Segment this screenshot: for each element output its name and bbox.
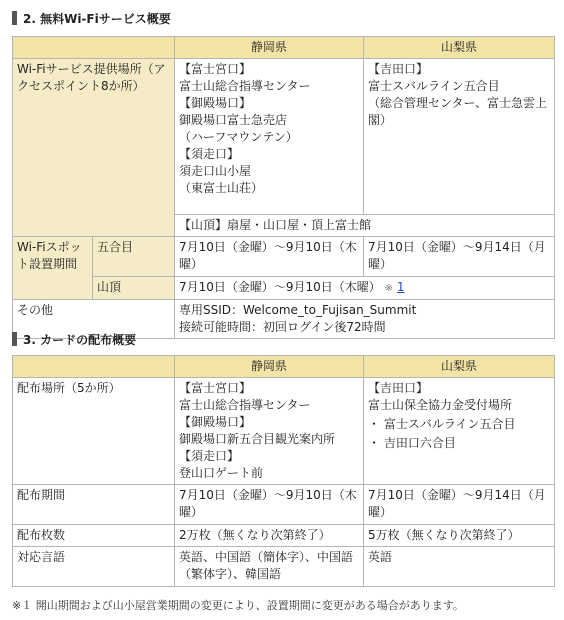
cell-count-yamanashi: 5万枚（無くなり次第終了） — [364, 525, 555, 547]
text-line: 須走口山小屋 — [179, 164, 252, 178]
text-line: 【富士宮口】 — [179, 62, 252, 76]
section-heading-card — [12, 331, 136, 347]
cell-period-shizuoka: 7月10日（金曜）～9月10日（木曜） — [175, 485, 364, 525]
row-label-languages: 対応言語 — [13, 547, 175, 587]
text-line: 【御殿場口】 — [179, 415, 252, 429]
row-label-other: その他 — [13, 300, 175, 339]
cell-period-fifth-yamanashi: 7月10日（金曜）～9月14日（月曜） — [364, 237, 555, 277]
text-line: （東富士山荘） — [179, 181, 264, 195]
header-blank — [13, 37, 175, 59]
text-line: 【吉田口】 — [368, 381, 429, 395]
heading-bar — [12, 332, 17, 346]
header-shizuoka: 静岡県 — [175, 356, 364, 378]
text-line: 接続可能時間：初回ログイン後72時間 — [179, 320, 386, 334]
text-line: 登山口ゲート前 — [179, 466, 264, 480]
text-line: 【吉田口】 — [368, 62, 429, 76]
heading-bar — [12, 11, 17, 25]
text-line: 【須走口】 — [179, 449, 240, 463]
row-label-distribution-period: 配布期間 — [13, 485, 175, 525]
row-label-period: Wi-Fiスポット設置期間 — [13, 237, 93, 300]
text-line: （ハーフマウンテン） — [179, 130, 298, 144]
cell-other — [175, 300, 555, 339]
footnote: ※１ 開山期間および山小屋営業期間の変更により、設置期間に変更がある場合があります。 — [12, 599, 464, 612]
wifi-overview-table — [12, 36, 555, 339]
header-blank — [13, 356, 175, 378]
text-line: 【御殿場口】 — [179, 96, 252, 110]
cell-period-yamanashi: 7月10日（金曜）～9月14日（月曜） — [364, 485, 555, 525]
cell-period-summit — [175, 277, 555, 300]
text-line: 御殿場口富士急売店 — [179, 113, 288, 127]
header-yamanashi: 山梨県 — [364, 37, 555, 59]
footnote-mark: ※ — [384, 283, 394, 294]
cell-languages-shizuoka: 英語、中国語（簡体字）、中国語（繁体字）、韓国語 — [175, 547, 364, 587]
period-summit-text: 7月10日（金曜）～9月10日（木曜） — [179, 280, 381, 294]
cell-languages-yamanashi: 英語 — [364, 547, 555, 587]
text-line: 富士山総合指導センター — [179, 79, 311, 93]
cell-period-fifth-shizuoka: 7月10日（金曜）～9月10日（木曜） — [175, 237, 364, 277]
row-label-locations: Wi-Fiサービス提供場所（アクセスポイント8か所） — [13, 59, 175, 237]
text-line: 御殿場口新五合目観光案内所 — [179, 432, 336, 446]
cell-places-shizuoka — [175, 378, 364, 485]
text-line: 【富士宮口】 — [179, 381, 252, 395]
text-line: ・ 吉田口六合目 — [368, 436, 456, 450]
text-line: 富士スバルライン五合目 — [368, 79, 500, 93]
text-line: （総合管理センター、富士急雲上閣） — [368, 96, 548, 127]
sub-label-summit: 山頂 — [93, 277, 175, 300]
cell-locations-shizuoka — [175, 59, 364, 215]
text-line: 富士山保全協力金受付場所 — [368, 398, 513, 412]
header-shizuoka: 静岡県 — [175, 37, 364, 59]
text-line: 専用SSID：Welcome_to_Fujisan_Summit — [179, 303, 417, 317]
card-distribution-table — [12, 355, 555, 587]
section-heading-wifi — [12, 10, 171, 26]
cell-locations-summit: 【山頂】扇屋・山口屋・頂上富士館 — [175, 215, 555, 237]
cell-places-yamanashi — [364, 378, 555, 485]
header-yamanashi: 山梨県 — [364, 356, 555, 378]
sub-label-fifth-station: 五合目 — [93, 237, 175, 277]
cell-locations-yamanashi — [364, 59, 555, 215]
text-line: 【須走口】 — [179, 147, 240, 161]
text-line: ・ 富士スバルライン五合目 — [368, 417, 516, 431]
row-label-places: 配布場所（5か所） — [13, 378, 175, 485]
section-title: 2. 無料Wi-Fiサービス概要 — [23, 11, 171, 26]
section-title: 3. カードの配布概要 — [23, 332, 137, 347]
cell-count-shizuoka: 2万枚（無くなり次第終了） — [175, 525, 364, 547]
row-label-count: 配布枚数 — [13, 525, 175, 547]
text-line: 富士山総合指導センター — [179, 398, 311, 412]
footnote-link[interactable]: 1 — [396, 280, 405, 294]
